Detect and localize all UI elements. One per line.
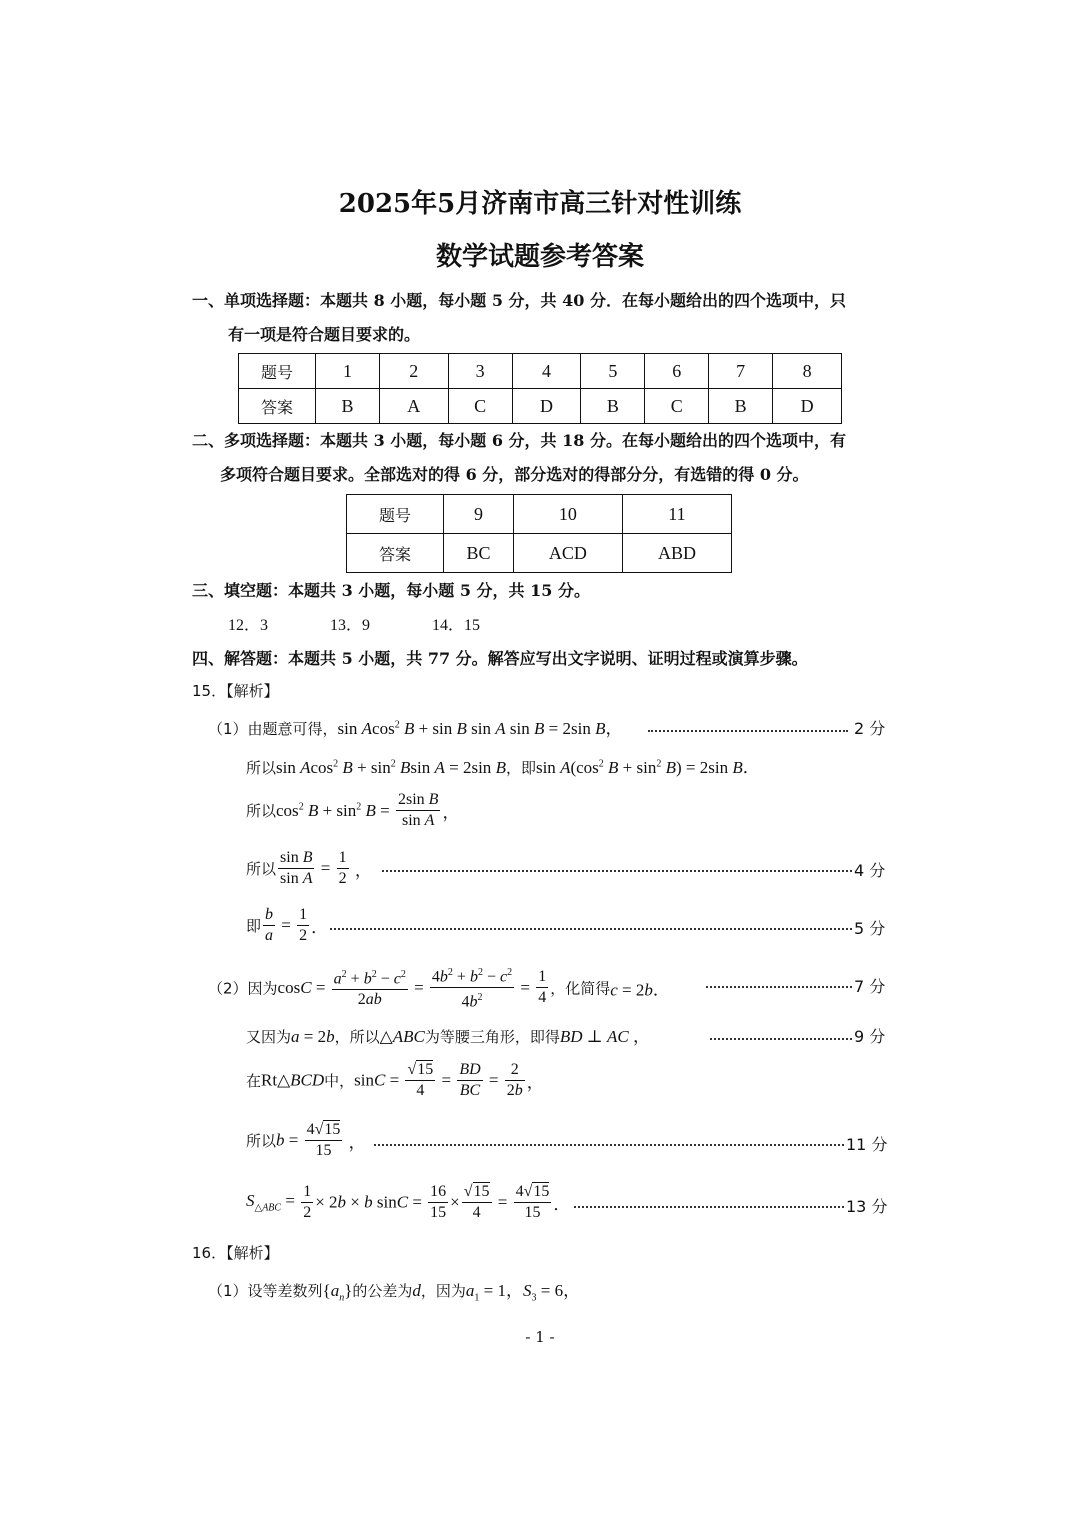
score-leader-dots <box>574 1206 844 1208</box>
page-subtitle: 数学试题参考答案 <box>435 242 644 272</box>
table-cell: B <box>316 389 380 424</box>
score-label: 9 分 <box>854 1027 886 1046</box>
section3-heading: 三、填空题：本题共 3 小题，每小题 5 分，共 15 分。 <box>192 581 590 600</box>
q15-part1-line3: 所以$\cos^2 B + \sin^2 B$ = $\frac{\text{2sin B}}{\text{sin A}}$ ， <box>246 791 460 829</box>
table-cell: BC <box>444 534 514 573</box>
section2-heading-cont: 多项符合题目要求。全部选对的得 6 分，部分选对的得部分分，有选错的得 0 分。 <box>220 465 809 484</box>
section1-heading-cont: 有一项是符合题目要求的。 <box>228 325 421 344</box>
fill-answer-12: 12．3 <box>228 617 269 634</box>
section2-heading: 二、多项选择题：本题共 3 小题，每小题 6 分，共 18 分。在每小题给出的四个选项中，有 <box>192 431 846 450</box>
table-cell: ACD <box>513 534 622 573</box>
score-leader-dots <box>648 730 848 732</box>
table-cell: D <box>512 389 581 424</box>
table-cell: B <box>581 389 645 424</box>
table-cell: 7 <box>709 354 773 389</box>
table-row-label: 题号 <box>239 354 316 389</box>
score-leader-dots <box>706 986 852 988</box>
score-label: 2 分 <box>854 719 886 738</box>
table-cell: A <box>379 389 448 424</box>
table-row-questions <box>239 354 842 389</box>
q15-part1-line1: （1）由题意可得，sin Acos$^2$ B + sin B sin A sin B = 2sin B， <box>208 719 623 738</box>
section2-answer-table <box>346 494 732 573</box>
table-cell: 11 <box>622 495 731 534</box>
table-cell: 2 <box>379 354 448 389</box>
table-row-label: 答案 <box>347 534 444 573</box>
table-row-answers <box>347 534 732 573</box>
page-number: - 1 - <box>525 1328 555 1346</box>
table-row-label: 题号 <box>347 495 444 534</box>
score-label: 5 分 <box>854 919 886 938</box>
fill-answer-13: 13．9 <box>330 617 371 634</box>
q15-part2-line5: $S_{\triangle ABC}$ = $\frac{1}{2}$ × 2b × b sinC = $\frac{16}{15}$ × $\frac{√15}{4}$ = $\frac{4√15}{15}$ ． <box>246 1183 571 1221</box>
q16-part1-line1: （1）设等差数列$\{a_n\}$的公差为d，因为$a_1 = 1$，$S_3 = 6$， <box>208 1281 581 1304</box>
q15-part2-line3: 在Rt△BCD中，sinC = $\frac{√15}{4}$ = $\frac{BD}{BC}$ = $\frac{2}{2b}$ ， <box>246 1061 544 1099</box>
q15-label: 15．【解析】 <box>192 682 279 700</box>
section1-heading: 一、单项选择题：本题共 8 小题，每小题 5 分，共 40 分．在每小题给出的四个选项中，只 <box>192 291 846 310</box>
score-leader-dots <box>330 928 852 930</box>
score-label: 13 分 <box>846 1197 888 1216</box>
score-leader-dots <box>710 1038 852 1040</box>
score-label: 4 分 <box>854 861 886 880</box>
fill-answer-14: 14．15 <box>432 617 481 634</box>
score-leader-dots <box>382 870 852 872</box>
table-cell: 4 <box>512 354 581 389</box>
q15-part2-line1: （2）因为cosC = $\frac{a^2 + b^2 - c^2}{2ab}$ = $\frac{4b^2 + b^2 - c^2}{4b^2}$ = $\frac{1}{4}$ ，化简得c = 2b． <box>208 963 670 1013</box>
table-cell: ABD <box>622 534 731 573</box>
table-cell: D <box>773 389 842 424</box>
table-row-questions <box>347 495 732 534</box>
score-leader-dots <box>374 1144 844 1146</box>
table-cell: 9 <box>444 495 514 534</box>
table-cell: 6 <box>645 354 709 389</box>
table-cell: B <box>709 389 773 424</box>
table-cell: C <box>645 389 709 424</box>
table-cell: 5 <box>581 354 645 389</box>
q16-label: 16．【解析】 <box>192 1244 279 1262</box>
score-label: 11 分 <box>846 1135 888 1154</box>
score-label: 7 分 <box>854 977 886 996</box>
table-row-answers <box>239 389 842 424</box>
q15-part1-line2: 所以sin Acos$^2$ $B + \sin^2 Bsin$ A = 2sin B，即$\sin A(\cos^2$ $B + \sin^2 B) = 2\sin$ B． <box>246 758 760 777</box>
q15-part2-line2: 又因为a = 2b，所以△ABC为等腰三角形，即得BD ⊥ AC ， <box>246 1027 650 1046</box>
table-cell: C <box>448 389 512 424</box>
q15-part1-line4: 所以 $\frac{\text{sin B}}{\text{sin A}}$ = $\frac{1}{2}$ ， <box>246 849 372 887</box>
table-row-label: 答案 <box>239 389 316 424</box>
q15-part1-line5: 即 $\frac{b}{a}$ = $\frac{1}{2}$ ． <box>246 906 329 944</box>
table-cell: 3 <box>448 354 512 389</box>
table-cell: 10 <box>513 495 622 534</box>
section4-heading: 四、解答题：本题共 5 小题，共 77 分。解答应写出文字说明、证明过程或演算步骤。 <box>192 649 808 668</box>
section1-answer-table <box>238 353 842 424</box>
table-cell: 8 <box>773 354 842 389</box>
q15-part2-line4: 所以b = $\frac{4√15}{15}$ ， <box>246 1121 366 1159</box>
table-cell: 1 <box>316 354 380 389</box>
page-title: 2025年5月济南市高三针对性训练 <box>338 189 742 219</box>
